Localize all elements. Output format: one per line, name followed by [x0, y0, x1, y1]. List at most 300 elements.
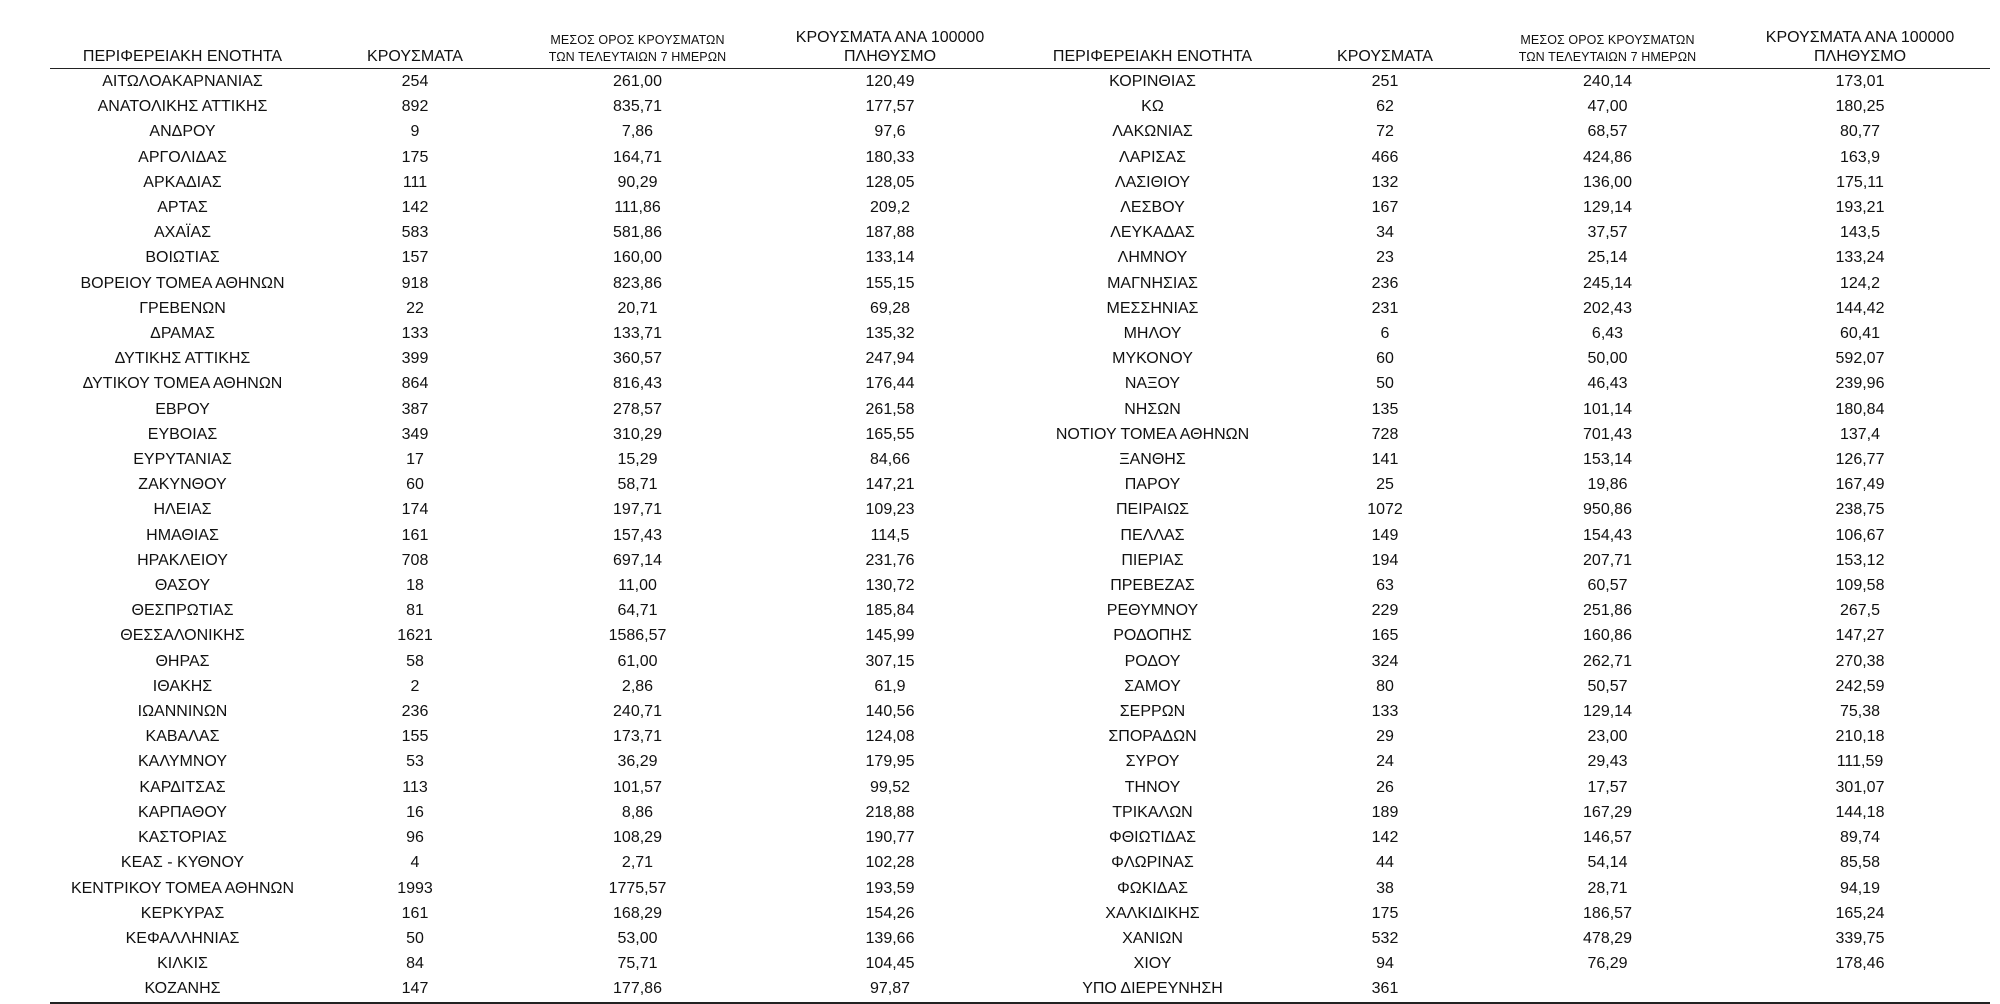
region-cell: ΔΥΤΙΚΗΣ ΑΤΤΙΚΗΣ [114, 350, 251, 368]
region-cell: ΑΡΓΟΛΙΔΑΣ [138, 148, 227, 166]
avg-7day-cell: 157,43 [613, 526, 662, 544]
avg-7day-cell: 129,14 [1583, 199, 1632, 217]
region-cell: ΔΥΤΙΚΟΥ ΤΟΜΕΑ ΑΘΗΝΩΝ [82, 375, 283, 393]
cases-cell: 81 [406, 602, 424, 620]
avg-7day-cell: 47,00 [1587, 98, 1628, 116]
avg-7day-cell: 164,71 [613, 148, 662, 166]
cases-cell: 62 [1376, 98, 1394, 116]
avg-7day-cell: 835,71 [613, 98, 662, 116]
avg-7day-cell: 23,00 [1587, 728, 1628, 746]
cases-cell: 29 [1376, 728, 1394, 746]
cases-cell: 9 [410, 123, 420, 141]
cases-cell: 63 [1376, 577, 1394, 595]
region-cell: ΣΥΡΟΥ [1125, 753, 1180, 771]
cases-cell: 22 [406, 299, 424, 317]
cases-cell: 149 [1371, 526, 1399, 544]
avg-7day-cell: 177,86 [515, 976, 760, 1002]
table-row [50, 119, 1020, 144]
per-100k-cell: 133,24 [1835, 249, 1885, 267]
per-100k-cell: 180,84 [1835, 400, 1885, 418]
avg-7day-cell: 7,86 [621, 123, 654, 141]
per-100k-cell: 60,41 [1839, 325, 1881, 343]
cases-cell: 96 [406, 829, 424, 847]
header-cases-per-100k [760, 14, 1020, 69]
avg-7day-cell: 53,00 [617, 929, 658, 947]
cases-cell: 229 [1371, 602, 1399, 620]
table-row [50, 170, 1020, 195]
avg-7day-cell: 202,43 [1583, 299, 1632, 317]
per-100k-cell: 147,27 [1835, 627, 1885, 645]
region-cell: ΣΕΡΡΩΝ [1119, 703, 1186, 721]
region-cell: ΦΛΩΡΙΝΑΣ [1111, 854, 1194, 872]
region-cell: ΚΑΒΑΛΑΣ [145, 728, 220, 746]
avg-7day-cell: 278,57 [613, 400, 662, 418]
header-per100k-line1: ΚΡΟΥΣΜΑΤΑ ΑΝΑ 100000 [1765, 29, 1955, 46]
per-100k-cell: 109,23 [865, 501, 915, 519]
table-row [1020, 926, 1990, 951]
cases-cell: 141 [1371, 451, 1399, 469]
header-per100k-line1: ΚΡΟΥΣΜΑΤΑ ΑΝΑ 100000 [795, 29, 985, 46]
avg-7day-cell [1485, 976, 1730, 1002]
per-100k-cell: 102,28 [865, 854, 915, 872]
avg-7day-cell: 101,14 [1583, 400, 1632, 418]
avg-7day-cell: 68,57 [1587, 123, 1628, 141]
cases-cell: 254 [401, 73, 429, 90]
per-100k-cell: 179,95 [865, 753, 915, 771]
table-row [1020, 119, 1990, 144]
avg-7day-cell: 240,71 [613, 703, 662, 721]
cases-cell: 142 [1371, 829, 1399, 847]
per-100k-cell: 193,59 [865, 879, 915, 897]
cases-cell: 53 [406, 753, 424, 771]
table-row [1020, 321, 1990, 346]
region-cell: ΠΑΡΟΥ [1124, 476, 1181, 494]
region-cell: ΠΡΕΒΕΖΑΣ [1110, 577, 1195, 595]
region-cell: ΑΧΑΪΑΣ [153, 224, 212, 242]
avg-7day-cell: 90,29 [617, 173, 658, 191]
region-cell: ΧΙΟΥ [1133, 955, 1172, 973]
cases-cell: 135 [1371, 400, 1399, 418]
per-100k-cell: 89,74 [1839, 829, 1881, 847]
avg-7day-cell: 168,29 [613, 904, 662, 922]
region-cell: ΚΟΡΙΝΘΙΑΣ [1109, 73, 1196, 90]
table-row [50, 548, 1020, 573]
region-cell: ΛΑΚΩΝΙΑΣ [1112, 123, 1193, 141]
avg-7day-cell: 823,86 [613, 274, 662, 292]
cases-cell: 84 [406, 955, 424, 973]
per-100k-cell: 176,44 [865, 375, 915, 393]
table-row [50, 598, 1020, 623]
region-cell: ΚΟΖΑΝΗΣ [50, 976, 315, 1002]
region-cell: ΜΑΓΝΗΣΙΑΣ [1107, 274, 1198, 292]
per-100k-cell: 61,9 [874, 677, 906, 695]
cases-cell: 399 [401, 350, 429, 368]
table-row [1020, 598, 1990, 623]
region-cell: ΝΟΤΙΟΥ ΤΟΜΕΑ ΑΘΗΝΩΝ [1055, 425, 1250, 443]
per-100k-cell: 301,07 [1835, 778, 1885, 796]
avg-7day-cell: 186,57 [1583, 904, 1632, 922]
cases-cell: 17 [406, 451, 424, 469]
region-cell: ΧΑΝΙΩΝ [1122, 929, 1183, 947]
region-cell: ΚΑΣΤΟΡΙΑΣ [138, 829, 227, 847]
per-100k-cell: 187,88 [865, 224, 915, 242]
header-cases-per-100k [1730, 14, 1990, 69]
per-100k-cell: 139,66 [865, 929, 915, 947]
table-row [50, 901, 1020, 926]
avg-7day-cell: 424,86 [1583, 148, 1632, 166]
region-cell: ΠΕΙΡΑΙΩΣ [1115, 501, 1190, 519]
per-100k-cell: 80,77 [1839, 123, 1881, 141]
table-row [1020, 724, 1990, 749]
avg-7day-cell: 64,71 [617, 602, 658, 620]
table-row [50, 876, 1020, 901]
avg-7day-cell: 153,14 [1583, 451, 1632, 469]
per-100k-cell: 133,14 [865, 249, 915, 267]
cases-cell: 4 [410, 854, 420, 872]
table-row [1020, 397, 1990, 422]
table-row [1020, 523, 1990, 548]
avg-7day-cell: 15,29 [617, 451, 658, 469]
region-cell: ΓΡΕΒΕΝΩΝ [139, 299, 226, 317]
avg-7day-cell: 2,71 [621, 854, 654, 872]
avg-7day-cell: 310,29 [613, 425, 662, 443]
cases-cell: 1072 [1367, 501, 1403, 519]
avg-7day-cell: 240,14 [1583, 73, 1632, 90]
per-100k-cell: 124,08 [865, 728, 915, 746]
avg-7day-cell: 160,86 [1583, 627, 1632, 645]
region-cell: ΗΜΑΘΙΑΣ [146, 526, 219, 544]
region-cell: ΚΑΡΠΑΘΟΥ [138, 803, 227, 821]
region-cell: ΛΗΜΝΟΥ [1117, 249, 1188, 267]
cases-cell: 466 [1371, 148, 1399, 166]
table-row [50, 623, 1020, 648]
header-region: ΠΕΡΙΦΕΡΕΙΑΚΗ ΕΝΟΤΗΤΑ [1020, 14, 1285, 69]
per-100k-cell: 185,84 [865, 602, 915, 620]
table-row [50, 271, 1020, 296]
per-100k-cell: 165,24 [1835, 904, 1885, 922]
avg-7day-cell: 8,86 [621, 803, 654, 821]
cases-cell: 50 [406, 929, 424, 947]
header-7day-average [515, 14, 760, 69]
avg-7day-cell: 251,86 [1583, 602, 1632, 620]
table-row [50, 245, 1020, 270]
per-100k-cell: 97,6 [874, 123, 906, 141]
table-row [50, 523, 1020, 548]
cases-cell: 231 [1371, 299, 1399, 317]
avg-7day-cell: 816,43 [613, 375, 662, 393]
region-cell: ΔΡΑΜΑΣ [150, 325, 215, 343]
avg-7day-cell: 58,71 [617, 476, 658, 494]
cases-cell: 80 [1376, 677, 1394, 695]
header-avg-line2: ΤΩΝ ΤΕΛΕΥΤΑΙΩΝ 7 ΗΜΕΡΩΝ [548, 50, 727, 64]
avg-7day-cell: 197,71 [613, 501, 662, 519]
cases-cell: 23 [1376, 249, 1394, 267]
per-100k-cell: 242,59 [1835, 677, 1885, 695]
table-row [50, 749, 1020, 774]
cases-cell: 175 [401, 148, 429, 166]
avg-7day-cell: 6,43 [1591, 325, 1624, 343]
region-cell: ΒΟΙΩΤΙΑΣ [145, 249, 220, 267]
region-cell: ΤΗΝΟΥ [1124, 778, 1181, 796]
avg-7day-cell: 19,86 [1587, 476, 1628, 494]
cases-cell: 26 [1376, 778, 1394, 796]
per-100k-cell: 307,15 [865, 652, 915, 670]
per-100k-cell: 75,38 [1839, 703, 1881, 721]
header-cases: ΚΡΟΥΣΜΑΤΑ [315, 14, 515, 69]
table-row [1020, 220, 1990, 245]
region-cell: ΚΙΛΚΙΣ [157, 955, 208, 973]
table-row [1020, 749, 1990, 774]
per-100k-cell: 143,5 [1839, 224, 1881, 242]
per-100k-cell [1730, 976, 1990, 1002]
cases-cell: 387 [401, 400, 429, 418]
table-row [50, 371, 1020, 396]
per-100k-cell: 154,26 [865, 904, 915, 922]
left-table-header [50, 14, 1020, 69]
region-cell: ΜΥΚΟΝΟΥ [1112, 350, 1193, 368]
cases-cell: 361 [1285, 976, 1485, 1002]
region-cell: ΝΑΞΟΥ [1124, 375, 1181, 393]
region-cell: ΙΘΑΚΗΣ [152, 677, 213, 695]
avg-7day-cell: 154,43 [1583, 526, 1632, 544]
cases-cell: 161 [401, 526, 429, 544]
avg-7day-cell: 11,00 [618, 577, 657, 595]
table-row [50, 220, 1020, 245]
avg-7day-cell: 1586,57 [608, 627, 667, 645]
per-100k-cell: 155,15 [865, 274, 915, 292]
cases-cell: 864 [401, 375, 429, 393]
avg-7day-cell: 25,14 [1587, 249, 1628, 267]
cases-cell: 16 [406, 803, 424, 821]
table-row [50, 447, 1020, 472]
region-cell: ΑΙΤΩΛΟΑΚΑΡΝΑΝΙΑΣ [102, 73, 263, 90]
region-cell: ΕΥΡΥΤΑΝΙΑΣ [133, 451, 232, 469]
cases-cell: 24 [1376, 753, 1394, 771]
cases-cell: 113 [402, 778, 428, 796]
cases-cell: 18 [406, 577, 424, 595]
region-cell: ΜΗΛΟΥ [1123, 325, 1182, 343]
cases-cell: 167 [1371, 199, 1399, 217]
avg-7day-cell: 2,86 [621, 677, 654, 695]
per-100k-cell: 147,21 [865, 476, 915, 494]
per-100k-cell: 120,49 [865, 73, 915, 90]
cases-cell: 25 [1376, 476, 1394, 494]
region-cell: ΤΡΙΚΑΛΩΝ [1112, 803, 1193, 821]
table-row [50, 951, 1020, 976]
region-cell: ΖΑΚΥΝΘΟΥ [138, 476, 227, 494]
table-row [50, 94, 1020, 119]
avg-7day-cell: 28,71 [1587, 879, 1628, 897]
per-100k-cell: 261,58 [865, 400, 915, 418]
cases-cell: 161 [401, 904, 429, 922]
per-100k-cell: 85,58 [1839, 854, 1881, 872]
region-cell: ΧΑΛΚΙΔΙΚΗΣ [1105, 904, 1200, 922]
header-avg-line2: ΤΩΝ ΤΕΛΕΥΤΑΙΩΝ 7 ΗΜΕΡΩΝ [1518, 50, 1697, 64]
avg-7day-cell: 160,00 [613, 249, 662, 267]
table-row [1020, 699, 1990, 724]
avg-7day-cell: 207,71 [1583, 551, 1632, 569]
region-cell: ΛΕΣΒΟΥ [1120, 199, 1185, 217]
avg-7day-cell: 133,71 [613, 325, 662, 343]
cases-cell: 155 [401, 728, 429, 746]
avg-7day-cell: 245,14 [1583, 274, 1632, 292]
region-cell: ΥΠΟ ΔΙΕΡΕΥΝΗΣΗ [1020, 976, 1285, 1002]
cases-cell: 175 [1371, 904, 1399, 922]
per-100k-cell: 180,25 [1835, 98, 1885, 116]
region-cell: ΕΥΒΟΙΑΣ [147, 425, 218, 443]
avg-7day-cell: 54,14 [1587, 854, 1628, 872]
table-row [50, 649, 1020, 674]
region-cell: ΗΛΕΙΑΣ [153, 501, 212, 519]
avg-7day-cell: 37,57 [1587, 224, 1628, 242]
region-cell: ΝΗΣΩΝ [1124, 400, 1181, 418]
avg-7day-cell: 581,86 [613, 224, 662, 242]
table-row [1020, 825, 1990, 850]
avg-7day-cell: 61,00 [617, 652, 658, 670]
region-cell: ΚΕΦΑΛΛΗΝΙΑΣ [125, 929, 240, 947]
region-cell: ΚΕΑΣ - ΚΥΘΝΟΥ [120, 854, 245, 872]
per-100k-cell: 111,59 [1836, 753, 1884, 771]
per-100k-cell: 267,5 [1839, 602, 1881, 620]
per-100k-cell: 114,5 [870, 526, 910, 544]
region-cell: ΦΘΙΩΤΙΔΑΣ [1108, 829, 1197, 847]
table-row [1020, 951, 1990, 976]
table-row [50, 775, 1020, 800]
table-row [1020, 94, 1990, 119]
table-row [1020, 271, 1990, 296]
region-cell: ΘΕΣΣΑΛΟΝΙΚΗΣ [120, 627, 245, 645]
avg-7day-cell: 101,57 [613, 778, 662, 796]
per-100k-cell: 135,32 [865, 325, 915, 343]
table-row [50, 699, 1020, 724]
region-cell: ΚΕΡΚΥΡΑΣ [140, 904, 225, 922]
avg-7day-cell: 146,57 [1583, 829, 1632, 847]
avg-7day-cell: 50,57 [1587, 677, 1628, 695]
per-100k-cell: 177,57 [865, 98, 915, 116]
region-cell: ΚΩ [1141, 98, 1164, 116]
table-row [50, 296, 1020, 321]
table-row [1020, 447, 1990, 472]
per-100k-cell: 339,75 [1835, 929, 1885, 947]
per-100k-cell: 209,2 [869, 199, 911, 217]
table-row [50, 674, 1020, 699]
table-row [1020, 69, 1990, 95]
cases-cell: 194 [1371, 551, 1399, 569]
per-100k-cell: 99,52 [869, 778, 911, 796]
region-cell: ΛΑΡΙΣΑΣ [1119, 148, 1186, 166]
region-cell: ΘΕΣΠΡΩΤΙΑΣ [131, 602, 234, 620]
region-cell: ΗΡΑΚΛΕΙΟΥ [137, 551, 228, 569]
avg-7day-cell: 17,57 [1587, 778, 1628, 796]
cases-cell: 142 [401, 199, 429, 217]
table-row [1020, 876, 1990, 901]
header-per100k-line2: ΠΛΗΘΥΣΜΟ [1813, 48, 1907, 65]
per-100k-cell: 592,07 [1835, 350, 1885, 368]
cases-cell: 44 [1376, 854, 1394, 872]
cases-cell: 583 [401, 224, 429, 242]
region-cell: ΦΩΚΙΔΑΣ [1116, 879, 1189, 897]
per-100k-cell: 167,49 [1835, 476, 1885, 494]
cases-cell: 708 [401, 551, 429, 569]
avg-7day-cell: 60,57 [1587, 577, 1628, 595]
cases-cell: 6 [1380, 325, 1390, 343]
avg-7day-cell: 167,29 [1583, 803, 1632, 821]
cases-cell: 72 [1376, 123, 1394, 141]
avg-7day-cell: 29,43 [1587, 753, 1628, 771]
header-per100k-line2: ΠΛΗΘΥΣΜΟ [843, 48, 937, 65]
header-avg-line1: ΜΕΣΟΣ ΟΡΟΣ ΚΡΟΥΣΜΑΤΩΝ [1520, 33, 1695, 47]
avg-7day-cell: 20,71 [617, 299, 658, 317]
avg-7day-cell: 478,29 [1583, 929, 1632, 947]
per-100k-cell: 97,87 [760, 976, 1020, 1002]
per-100k-cell: 175,11 [1836, 173, 1884, 191]
cases-cell: 1621 [397, 627, 433, 645]
per-100k-cell: 144,42 [1835, 299, 1885, 317]
cases-cell: 94 [1376, 955, 1394, 973]
per-100k-cell: 270,38 [1835, 652, 1885, 670]
table-row [50, 800, 1020, 825]
table-row [1020, 649, 1990, 674]
cases-cell: 38 [1376, 879, 1394, 897]
region-cell: ΒΟΡΕΙΟΥ ΤΟΜΕΑ ΑΘΗΝΩΝ [80, 274, 285, 292]
table-row [1020, 901, 1990, 926]
table-row [1020, 775, 1990, 800]
right-cases-table [1020, 14, 1990, 1004]
table-row [1020, 674, 1990, 699]
per-100k-cell: 247,94 [865, 350, 915, 368]
cases-cell: 2 [410, 677, 420, 695]
table-row [50, 145, 1020, 170]
per-100k-cell: 165,55 [865, 425, 915, 443]
region-cell: ΙΩΑΝΝΙΝΩΝ [137, 703, 228, 721]
avg-7day-cell: 46,43 [1587, 375, 1628, 393]
avg-7day-cell: 697,14 [613, 551, 662, 569]
region-cell: ΑΡΤΑΣ [157, 199, 208, 217]
table-row [50, 346, 1020, 371]
region-cell: ΡΟΔΟΠΗΣ [1113, 627, 1192, 645]
cases-cell: 111 [402, 173, 428, 191]
region-cell: ΛΑΣΙΘΙΟΥ [1114, 173, 1191, 191]
cases-cell: 918 [401, 274, 429, 292]
cases-cell: 133 [401, 325, 429, 343]
cases-cell: 324 [1371, 652, 1399, 670]
table-row [50, 976, 1020, 1002]
table-row [1020, 296, 1990, 321]
avg-7day-cell: 50,00 [1587, 350, 1628, 368]
header-cases: ΚΡΟΥΣΜΑΤΑ [1285, 14, 1485, 69]
table-row [1020, 850, 1990, 875]
table-row [1020, 800, 1990, 825]
region-cell: ΑΝΑΤΟΛΙΚΗΣ ΑΤΤΙΚΗΣ [97, 98, 268, 116]
per-100k-cell: 180,33 [865, 148, 915, 166]
header-7day-average [1485, 14, 1730, 69]
per-100k-cell: 231,76 [865, 551, 915, 569]
table-row [50, 69, 1020, 95]
left-cases-table [50, 14, 1020, 1004]
cases-cell: 349 [401, 425, 429, 443]
header-avg-line1: ΜΕΣΟΣ ΟΡΟΣ ΚΡΟΥΣΜΑΤΩΝ [550, 33, 725, 47]
region-cell: ΚΑΡΔΙΤΣΑΣ [139, 778, 226, 796]
cases-cell: 147 [315, 976, 515, 1002]
per-100k-cell: 239,96 [1835, 375, 1885, 393]
per-100k-cell: 130,72 [865, 577, 915, 595]
per-100k-cell: 69,28 [869, 299, 911, 317]
avg-7day-cell: 36,29 [617, 753, 658, 771]
per-100k-cell: 163,9 [1839, 148, 1881, 166]
table-row [1020, 422, 1990, 447]
per-100k-cell: 140,56 [865, 703, 915, 721]
per-100k-cell: 126,77 [1835, 451, 1885, 469]
